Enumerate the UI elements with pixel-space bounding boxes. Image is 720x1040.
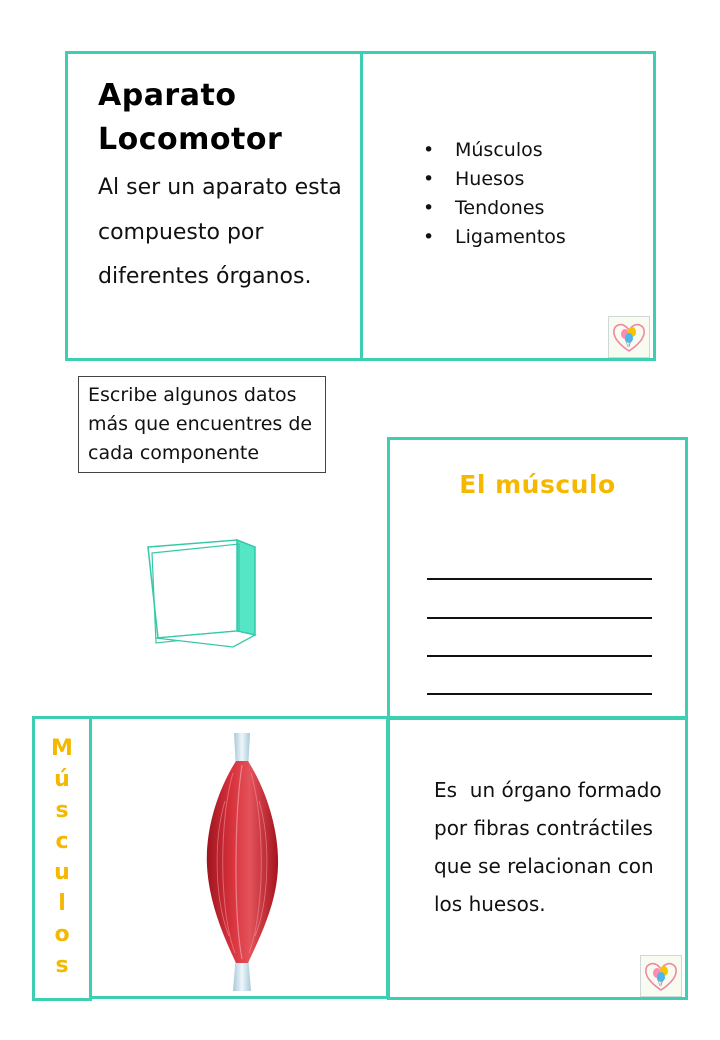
components-list	[423, 136, 566, 252]
vertical-letter: l	[58, 891, 66, 916]
intro-text: Al ser un aparato esta compuesto por diferentes órganos.	[98, 175, 342, 289]
vertical-letter: o	[54, 922, 70, 947]
vertical-letter: s	[55, 798, 69, 823]
list-item: • Ligamentos	[423, 223, 566, 252]
vertical-letter: M	[51, 736, 73, 761]
muscle-image-box	[89, 716, 389, 999]
vertical-letter: ú	[54, 767, 70, 792]
list-item: • Tendones	[423, 194, 566, 223]
definition-card	[387, 716, 688, 1000]
writing-line[interactable]	[427, 693, 652, 695]
heart-balloon-logo-icon	[640, 955, 682, 997]
side-tab	[32, 716, 92, 1001]
muscle-card	[387, 437, 688, 720]
heart-balloon-logo-icon	[608, 316, 650, 358]
folded-booklet-icon	[140, 535, 265, 655]
list-item: • Músculos	[423, 136, 566, 165]
instruction-box: Escribe algunos datos más que encuentres de cada componente	[78, 376, 326, 473]
muscle-illustration	[197, 731, 287, 993]
vertical-word	[35, 733, 89, 981]
page-title: Aparato Locomotor	[98, 78, 283, 157]
writing-line[interactable]	[427, 655, 652, 657]
writing-line[interactable]	[427, 617, 652, 619]
definition-text: Es un órgano formado por fibras contráctiles que se relacionan con los huesos.	[434, 778, 668, 916]
components-card	[360, 51, 656, 361]
muscle-card-title: El músculo	[459, 470, 616, 499]
vertical-letter: s	[55, 953, 69, 978]
vertical-letter: c	[55, 829, 69, 854]
writing-line[interactable]	[427, 578, 652, 580]
intro-card	[65, 51, 363, 361]
vertical-letter: u	[54, 860, 70, 885]
list-item: • Huesos	[423, 165, 566, 194]
